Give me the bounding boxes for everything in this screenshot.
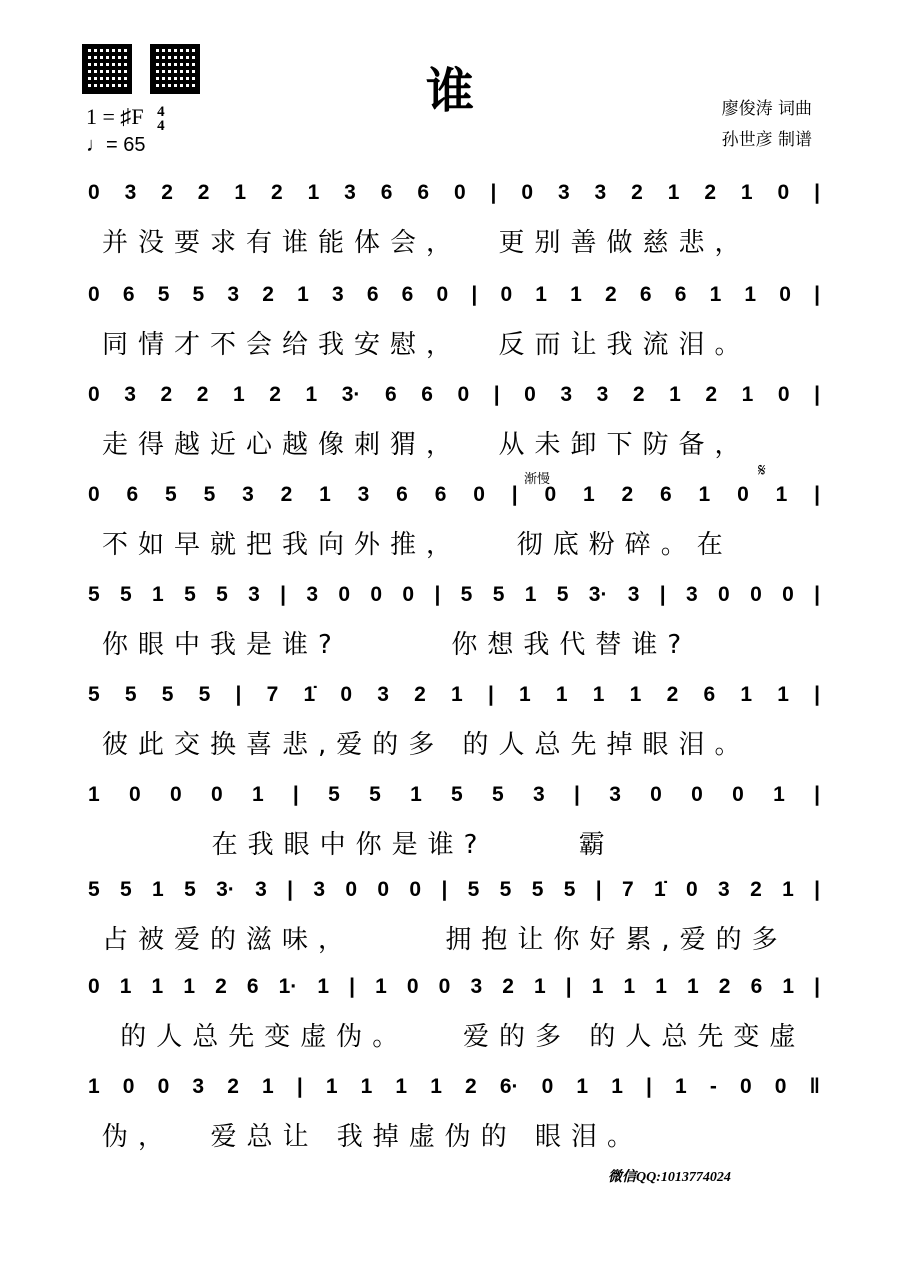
score-system — [88, 780, 820, 861]
notes-line: 5 5 1 5 5 3 | 3 0 0 0 | 5 5 1 5 3· 3 | 3 0 0 0 | — [88, 583, 820, 606]
contact-footer: 微信QQ:1013774024 — [608, 1170, 731, 1185]
notes-line: 1 0 0 0 1 | 5 5 1 5 5 3 | 3 0 0 0 1 | — [88, 783, 820, 806]
notes-line: 1 0 0 3 2 1 | 1 1 1 1 2 6· 0 1 1 | 1 - 0 0 ‖ — [88, 1075, 820, 1098]
lyrics-line: 并没要求有谁能体会， 更别善做慈悲， — [102, 228, 751, 258]
notes-line: 0 3 2 2 1 2 1 3 6 6 0 | 0 3 3 2 1 2 1 0 | — [88, 181, 820, 204]
lyrics-line: 在我眼中你是谁? 霸 — [102, 830, 615, 860]
lyrics-line: 占被爱的滋味， 拥抱让你好累,爱的多 — [102, 925, 788, 955]
time-signature — [157, 105, 165, 133]
score-system — [88, 178, 820, 259]
notes-line: 0 3 2 2 1 2 1 3· 6 6 0 | 0 3 3 2 1 2 1 0 | — [88, 383, 820, 406]
score-system — [88, 875, 820, 956]
lyrics-line: 你眼中我是谁? 你想我代替谁? — [102, 630, 692, 660]
score-system — [88, 972, 820, 1053]
lyrics-line: 的人总先变虚伪。 爱的多 的人总先变虚 — [102, 1022, 806, 1052]
notes-line: 0 6 5 5 3 2 1 3 6 6 0 | 0 1 2 6 1 0 1 | — [88, 483, 820, 506]
ritardando-mark: 渐慢 — [524, 471, 551, 486]
lyrics-line: 同情才不会给我安慰， 反而让我流泪。 — [102, 330, 751, 360]
notes-line: 5 5 5 5 | 7 1̇ 0 3 2 1 | 1 1 1 1 2 6 1 1 | — [88, 683, 820, 706]
time-top: 4 — [157, 103, 165, 120]
score-system — [88, 680, 820, 761]
key-label: 1 = ♯F — [86, 104, 144, 129]
score-system — [88, 580, 820, 661]
score-system — [88, 1072, 820, 1153]
score-system — [88, 380, 820, 461]
lyrics-line: 伪， 爱总让 我掉虚伪的 眼泪。 — [102, 1122, 644, 1152]
arranger: 孙世彦 制谱 — [721, 130, 812, 150]
lyrics-line: 彼此交换喜悲,爱的多 的人总先掉眼泪。 — [102, 730, 751, 760]
lyrics-line: 不如早就把我向外推， 彻底粉碎。在 — [102, 530, 733, 560]
song-title: 谁 — [425, 63, 474, 119]
key-signature — [86, 104, 165, 133]
notes-line: 0 1 1 1 2 6 1· 1 | 1 0 0 3 2 1 | 1 1 1 1 2 6 1 | — [88, 975, 820, 998]
tempo-marking: ♩= 65 — [86, 134, 146, 156]
segno-icon: 𝄋 — [758, 460, 766, 480]
score-system — [88, 480, 820, 561]
notes-line: 0 6 5 5 3 2 1 3 6 6 0 | 0 1 1 2 6 6 1 1 0 | — [88, 283, 820, 306]
time-bottom: 4 — [157, 117, 165, 134]
notes-line: 5 5 1 5 3· 3 | 3 0 0 0 | 5 5 5 5 | 7 1̇ 0 3 2 1 | — [88, 878, 820, 901]
credits — [722, 94, 812, 156]
score-system — [88, 280, 820, 361]
lyricist-composer: 廖俊涛 词曲 — [721, 99, 812, 119]
lyrics-line: 走得越近心越像刺猬， 从未卸下防备， — [102, 430, 751, 460]
